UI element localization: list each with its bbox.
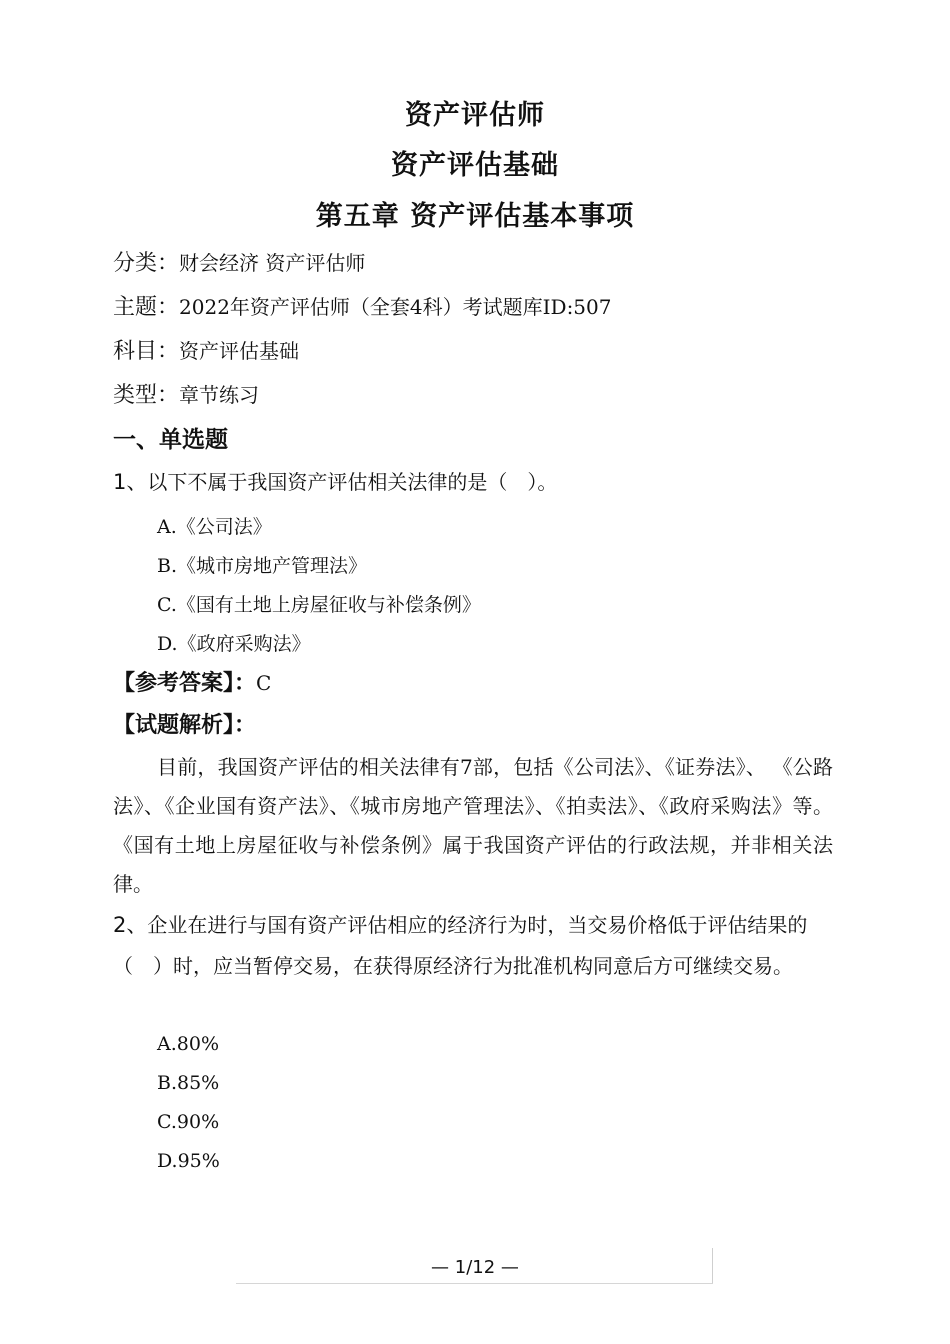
question-1-option-b: B.《城市房地产管理法》 [157,555,368,577]
question-1-analysis: 目前，我国资产评估的相关法律有7部，包括《公司法》、《证券法》、 《公路法》、《企业国有资产法》、《城市房地产管理法》、《拍卖法》、《政府采购法》等。《国有土地上房屋征收与补偿条例》属于我国资产评估的行政法规，并非相关法律。 [113,755,833,896]
question-1 [113,462,833,503]
question-1-option-a: A.《公司法》 [157,516,272,538]
meta-topic-label: 主题： [113,295,180,320]
question-1-option-c: C.《国有土地上房屋征收与补偿条例》 [157,594,481,616]
doc-title: 资产评估师 [405,100,545,131]
footer-divider-horizontal [236,1283,713,1284]
meta-topic-value: 2022年资产评估师（全套4科）考试题库ID:507 [179,295,612,319]
meta-category-value: 财会经济 资产评估师 [179,251,366,275]
doc-subtitle: 资产评估基础 [391,150,559,181]
meta-topic [113,290,612,321]
meta-subject-label: 科目： [113,339,180,364]
question-1-option-d: D.《政府采购法》 [157,633,311,655]
meta-subject [113,334,299,365]
question-1-answer [113,666,271,697]
question-2-option-b: B.85% [157,1072,220,1094]
question-2-text: 企业在进行与国有资产评估相应的经济行为时，当交易价格低于评估结果的（ ）时，应当暂停交易，在获得原经济行为批准机构同意后方可继续交易。 [113,913,808,978]
page-number-dash-left: — [431,1257,455,1278]
question-2-number: 2、 [113,913,148,937]
meta-category [113,246,365,277]
question-2-option-a: A.80% [157,1033,219,1055]
chapter-title: 第五章 资产评估基本事项 [315,201,635,232]
question-2 [113,905,833,987]
meta-type [113,378,259,409]
answer-label: 【参考答案】： [113,671,257,696]
question-2-option-d: D.95% [157,1150,220,1172]
page-number [0,1257,950,1278]
question-2-option-c: C.90% [157,1111,220,1133]
page-number-value: 1/12 [454,1257,496,1278]
question-1-analysis-label: 【试题解析】： [113,713,257,738]
meta-category-label: 分类： [113,251,180,276]
page-number-dash-right: — [495,1257,519,1278]
answer-value: C [256,671,272,695]
meta-type-label: 类型： [113,383,180,408]
meta-subject-value: 资产评估基础 [179,339,300,363]
question-1-text: 以下不属于我国资产评估相关法律的是（ ）。 [147,470,558,494]
section-heading: 一、单选题 [113,427,228,453]
question-1-number: 1、 [113,470,148,494]
meta-type-value: 章节练习 [179,383,260,407]
